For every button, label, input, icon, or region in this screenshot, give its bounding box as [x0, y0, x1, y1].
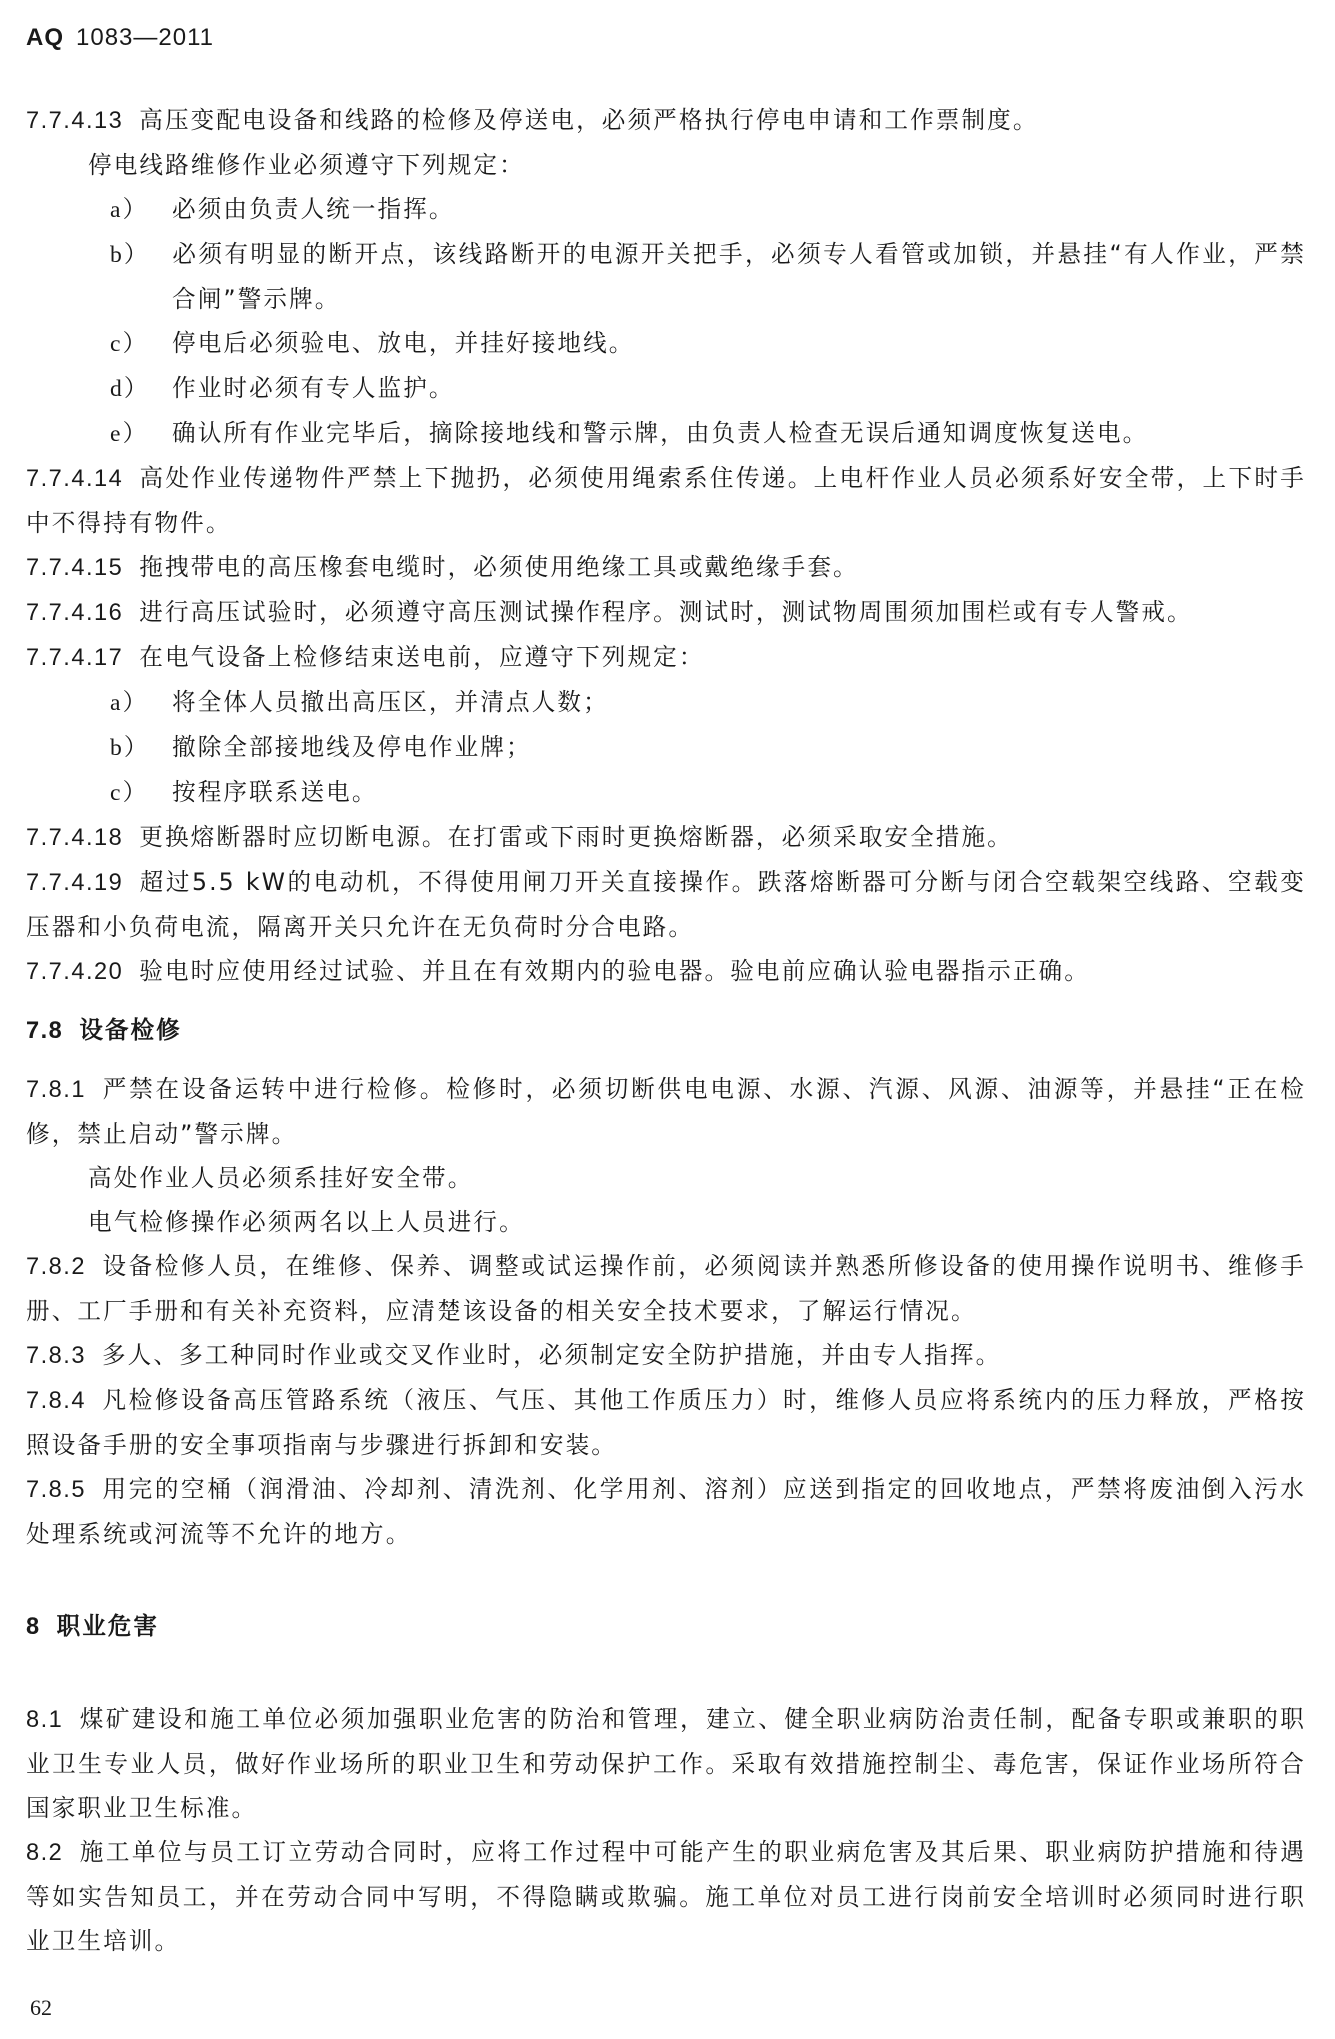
clause-intro: 停电线路维修作业必须遵守下列规定：: [88, 151, 525, 179]
list-item-label: a）: [110, 690, 149, 716]
list-item-text: 撤除全部接地线及停电作业牌；: [172, 733, 532, 761]
clause-text: 多人、多工种同时作业或交叉作业时，必须制定安全防护措施，并由专人指挥。: [101, 1341, 1002, 1369]
section-number: 8: [26, 1614, 41, 1640]
clause-number: 7.7.4.16: [26, 600, 124, 626]
clause-8-2: [26, 1830, 1306, 1963]
list-item: [26, 366, 1306, 411]
clause-7-7-4-14: [26, 456, 1306, 545]
clause-number: 7.8.5: [26, 1477, 86, 1503]
clause-number: 7.7.4.19: [26, 870, 124, 896]
clause-7-7-4-20: [26, 949, 1306, 994]
clause-text: 验电时应使用经过试验、并且在有效期内的验电器。验电前应确认验电器指示正确。: [139, 957, 1090, 985]
clause-text: 进行高压试验时，必须遵守高压测试操作程序。测试时，测试物周围须加围栏或有专人警戒。: [139, 598, 1193, 626]
clause-extra: 高处作业人员必须系挂好安全带。: [88, 1164, 474, 1192]
list-item: [26, 232, 1306, 321]
clause-7-7-4-19: [26, 860, 1306, 949]
list-item-label: b）: [110, 242, 150, 268]
list-item-text: 按程序联系送电。: [172, 778, 378, 806]
clause-number: 8.1: [26, 1707, 64, 1733]
standard-header: [26, 24, 214, 52]
clause-extra: 电气检修操作必须两名以上人员进行。: [88, 1208, 525, 1236]
list-item-text: 必须有明显的断开点，该线路断开的电源开关把手，必须专人看管或加锁，并悬挂“有人作业，严禁合闸”警示牌。: [172, 240, 1306, 313]
clause-number: 7.8.1: [26, 1077, 86, 1103]
clause-7-7-4-18: [26, 815, 1306, 860]
page-number: 62: [30, 1995, 52, 2020]
list-item: [26, 187, 1306, 232]
standard-prefix: AQ: [26, 24, 64, 51]
standard-code: 1083—2011: [76, 24, 214, 51]
clause-number: 7.7.4.17: [26, 645, 124, 671]
clause-7-7-4-13: [26, 98, 1306, 143]
clause-7-8-1: [26, 1067, 1306, 1156]
clause-number: 7.8.2: [26, 1254, 86, 1280]
clause-text: 拖拽带电的高压橡套电缆时，必须使用绝缘工具或戴绝缘手套。: [139, 553, 859, 581]
page-content: [26, 98, 1306, 1963]
list-item: [26, 680, 1306, 725]
list-item-label: c）: [110, 331, 149, 357]
clause-text: 在电气设备上检修结束送电前，应遵守下列规定：: [139, 643, 705, 671]
clause-number: 7.7.4.18: [26, 825, 124, 851]
list-item-text: 停电后必须验电、放电，并挂好接地线。: [172, 329, 635, 357]
section-title: 设备检修: [79, 1016, 182, 1044]
clause-text: 煤矿建设和施工单位必须加强职业危害的防治和管理，建立、健全职业病防治责任制，配备专职或兼职的职业卫生专业人员，做好作业场所的职业卫生和劳动保护工作。采取有效措施控制尘、毒危害，保证作业场所符合国家职业卫生标准。: [26, 1705, 1306, 1822]
section-title: 职业危害: [56, 1612, 159, 1640]
clause-text: 设备检修人员，在维修、保养、调整或试运操作前，必须阅读并熟悉所修设备的使用操作说明书、维修手册、工厂手册和有关补充资料，应清楚该设备的相关安全技术要求，了解运行情况。: [26, 1252, 1306, 1325]
clause-number: 7.7.4.20: [26, 959, 124, 985]
clause-text: 高压变配电设备和线路的检修及停送电，必须严格执行停电申请和工作票制度。: [139, 106, 1039, 134]
clause-7-8-3: [26, 1333, 1306, 1378]
clause-number: 7.7.4.13: [26, 108, 124, 134]
clause-7-7-4-17: [26, 635, 1306, 680]
clause-text: 超过5.5 kW的电动机，不得使用闸刀开关直接操作。跌落熔断器可分断与闭合空载架空线路、空载变压器和小负荷电流，隔离开关只允许在无负荷时分合电路。: [26, 868, 1306, 941]
section-number: 7.8: [26, 1018, 64, 1044]
section-heading-7-8: [26, 1008, 1306, 1053]
clause-text: 更换熔断器时应切断电源。在打雷或下雨时更换熔断器，必须采取安全措施。: [139, 823, 1013, 851]
clause-text: 施工单位与员工订立劳动合同时，应将工作过程中可能产生的职业病危害及其后果、职业病防护措施和待遇等如实告知员工，并在劳动合同中写明，不得隐瞒或欺骗。施工单位对员工进行岗前安全培训时必须同时进行职业卫生培训。: [26, 1838, 1306, 1955]
clause-text: 凡检修设备高压管路系统（液压、气压、其他工作质压力）时，维修人员应将系统内的压力释放，严格按照设备手册的安全事项指南与步骤进行拆卸和安装。: [26, 1386, 1306, 1459]
clause-7-7-4-15: [26, 545, 1306, 590]
clause-7-8-4: [26, 1378, 1306, 1467]
list-item: [26, 770, 1306, 815]
section-heading-8: [26, 1604, 1306, 1649]
clause-7-7-4-16: [26, 590, 1306, 635]
clause-text: 严禁在设备运转中进行检修。检修时，必须切断供电电源、水源、汽源、风源、油源等，并悬挂“正在检修，禁止启动”警示牌。: [26, 1075, 1306, 1148]
clause-text: 用完的空桶（润滑油、冷却剂、清洗剂、化学用剂、溶剂）应送到指定的回收地点，严禁将废油倒入污水处理系统或河流等不允许的地方。: [26, 1475, 1306, 1548]
clause-number: 8.2: [26, 1840, 64, 1866]
list-item-label: a）: [110, 197, 149, 223]
list-item-text: 将全体人员撤出高压区，并清点人数；: [172, 688, 609, 716]
list-item: [26, 321, 1306, 366]
list-item-text: 作业时必须有专人监护。: [172, 374, 455, 402]
clause-number: 7.8.4: [26, 1388, 86, 1414]
clause-8-1: [26, 1697, 1306, 1830]
list-item-text: 必须由负责人统一指挥。: [172, 195, 455, 223]
list-item-label: b）: [110, 735, 150, 761]
clause-number: 7.7.4.15: [26, 555, 124, 581]
list-item-text: 确认所有作业完毕后，摘除接地线和警示牌，由负责人检查无误后通知调度恢复送电。: [172, 419, 1149, 447]
clause-text: 高处作业传递物件严禁上下抛扔，必须使用绳索系住传递。上电杆作业人员必须系好安全带，上下时手中不得持有物件。: [26, 464, 1306, 537]
clause-7-8-5: [26, 1467, 1306, 1556]
list-item-label: d）: [110, 376, 150, 402]
clause-number: 7.8.3: [26, 1343, 86, 1369]
list-item-label: c）: [110, 780, 149, 806]
clause-7-8-2: [26, 1244, 1306, 1333]
clause-number: 7.7.4.14: [26, 466, 124, 492]
list-item-label: e）: [110, 421, 149, 447]
list-item: [26, 411, 1306, 456]
list-item: [26, 725, 1306, 770]
